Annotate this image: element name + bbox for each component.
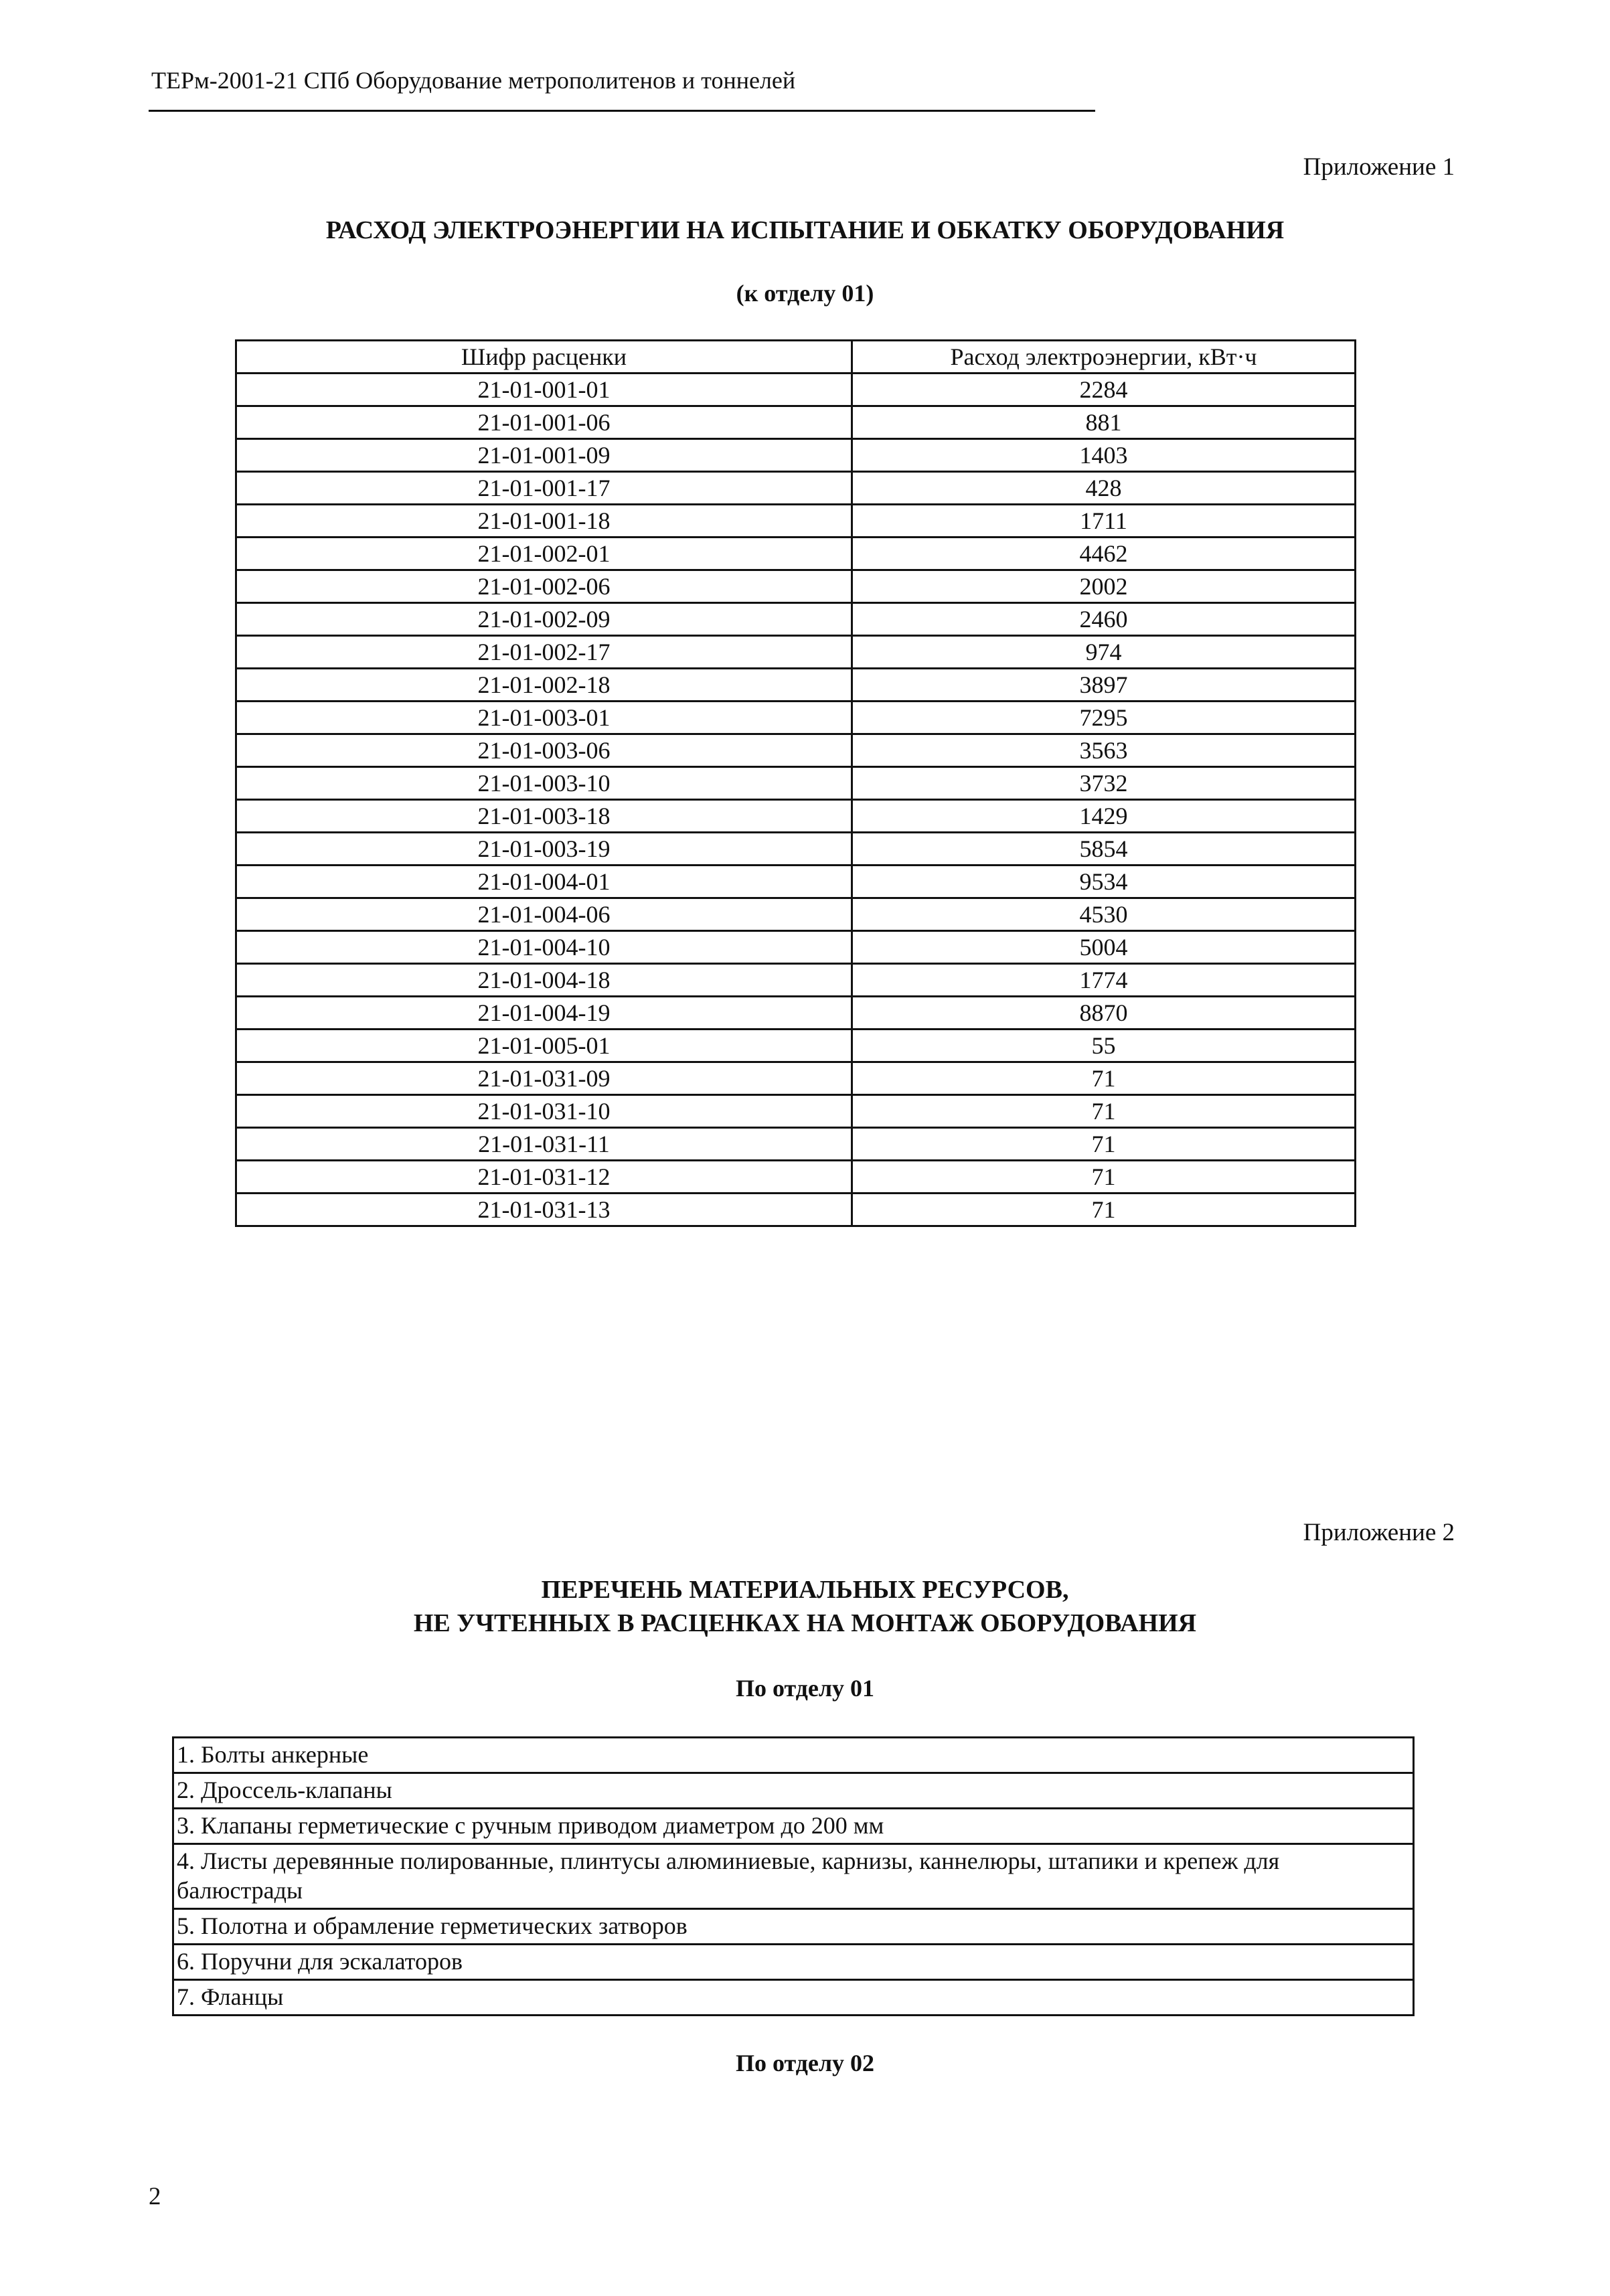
list-item [173, 1980, 1414, 2016]
list-item [173, 1809, 1414, 1844]
page-number: 2 [149, 2183, 161, 2210]
table-row [236, 931, 1356, 964]
materials-list-table [172, 1736, 1415, 2016]
consumption-cell: 71 [852, 1161, 1356, 1194]
material-item-text: 4. Листы деревянные полированные, плинтусы алюминиевые, карнизы, каннелюры, штапики и крепеж для балюстрады [173, 1844, 1414, 1909]
material-item-text: 7. Фланцы [173, 1980, 1414, 2016]
table-row [236, 800, 1356, 833]
electricity-consumption-table [235, 339, 1356, 1227]
code-cell: 21-01-002-17 [236, 636, 852, 669]
code-cell: 21-01-031-11 [236, 1128, 852, 1161]
code-cell: 21-01-001-01 [236, 374, 852, 406]
code-cell: 21-01-002-18 [236, 669, 852, 702]
consumption-cell: 9534 [852, 866, 1356, 898]
code-cell: 21-01-031-12 [236, 1161, 852, 1194]
code-cell: 21-01-002-06 [236, 570, 852, 603]
consumption-cell: 1711 [852, 505, 1356, 538]
consumption-cell: 428 [852, 472, 1356, 505]
section-heading-otdel-02: По отделу 02 [735, 2050, 875, 2076]
code-cell: 21-01-001-06 [236, 406, 852, 439]
table-header-row [236, 341, 1356, 374]
list-item [173, 1773, 1414, 1809]
code-cell: 21-01-002-01 [236, 538, 852, 570]
table-row [236, 1030, 1356, 1062]
table-row [236, 1161, 1356, 1194]
running-header: ТЕРм-2001-21 СПб Оборудование метрополитенов и тоннелей [151, 67, 796, 94]
code-cell: 21-01-031-10 [236, 1095, 852, 1128]
consumption-cell: 2284 [852, 374, 1356, 406]
table-row [236, 833, 1356, 866]
consumption-cell: 7295 [852, 702, 1356, 734]
consumption-cell: 2460 [852, 603, 1356, 636]
consumption-cell: 71 [852, 1095, 1356, 1128]
code-cell: 21-01-004-06 [236, 898, 852, 931]
code-cell: 21-01-004-18 [236, 964, 852, 997]
code-cell: 21-01-003-01 [236, 702, 852, 734]
list-item [173, 1738, 1414, 1773]
consumption-cell: 3563 [852, 734, 1356, 767]
material-item-text: 3. Клапаны герметические с ручным приводом диаметром до 200 мм [173, 1809, 1414, 1844]
list-item [173, 1844, 1414, 1909]
consumption-cell: 55 [852, 1030, 1356, 1062]
table-row [236, 866, 1356, 898]
table-row [236, 898, 1356, 931]
code-cell: 21-01-001-18 [236, 505, 852, 538]
column-header-code: Шифр расценки [236, 341, 852, 374]
code-cell: 21-01-031-13 [236, 1194, 852, 1226]
code-cell: 21-01-004-01 [236, 866, 852, 898]
column-header-consumption: Расход электроэнергии, кВт·ч [852, 341, 1356, 374]
consumption-cell: 5854 [852, 833, 1356, 866]
table-row [236, 636, 1356, 669]
consumption-cell: 3732 [852, 767, 1356, 800]
table-row [236, 538, 1356, 570]
table-row [236, 997, 1356, 1030]
code-cell: 21-01-004-19 [236, 997, 852, 1030]
consumption-cell: 1774 [852, 964, 1356, 997]
code-cell: 21-01-003-19 [236, 833, 852, 866]
header-divider [149, 110, 1095, 112]
code-cell: 21-01-004-10 [236, 931, 852, 964]
code-cell: 21-01-003-06 [236, 734, 852, 767]
table-body [236, 374, 1356, 1226]
table-row [236, 1128, 1356, 1161]
consumption-cell: 3897 [852, 669, 1356, 702]
code-cell: 21-01-001-17 [236, 472, 852, 505]
code-cell: 21-01-005-01 [236, 1030, 852, 1062]
code-cell: 21-01-031-09 [236, 1062, 852, 1095]
appendix-2-title-line-1: ПЕРЕЧЕНЬ МАТЕРИАЛЬНЫХ РЕСУРСОВ, [541, 1576, 1069, 1604]
appendix-1-subtitle: (к отделу 01) [736, 280, 874, 307]
code-cell: 21-01-002-09 [236, 603, 852, 636]
appendix-1-label: Приложение 1 [1303, 153, 1455, 181]
table-row [236, 505, 1356, 538]
consumption-cell: 4530 [852, 898, 1356, 931]
material-item-text: 6. Поручни для эскалаторов [173, 1945, 1414, 1980]
table-row [236, 603, 1356, 636]
material-item-text: 2. Дроссель-клапаны [173, 1773, 1414, 1809]
list-item [173, 1909, 1414, 1945]
list-item [173, 1945, 1414, 1980]
table-row [236, 734, 1356, 767]
code-cell: 21-01-003-10 [236, 767, 852, 800]
table-row [236, 702, 1356, 734]
consumption-cell: 1403 [852, 439, 1356, 472]
consumption-cell: 71 [852, 1194, 1356, 1226]
consumption-cell: 8870 [852, 997, 1356, 1030]
material-item-text: 1. Болты анкерные [173, 1738, 1414, 1773]
materials-list-body [173, 1738, 1414, 2016]
table-row [236, 964, 1356, 997]
appendix-1-title: РАСХОД ЭЛЕКТРОЭНЕРГИИ НА ИСПЫТАНИЕ И ОБКАТКУ ОБОРУДОВАНИЯ [325, 216, 1285, 244]
appendix-2-label: Приложение 2 [1303, 1519, 1455, 1546]
code-cell: 21-01-003-18 [236, 800, 852, 833]
consumption-cell: 974 [852, 636, 1356, 669]
table-row [236, 472, 1356, 505]
table-row [236, 439, 1356, 472]
consumption-cell: 1429 [852, 800, 1356, 833]
consumption-cell: 4462 [852, 538, 1356, 570]
appendix-2-title-line-2: НЕ УЧТЕННЫХ В РАСЦЕНКАХ НА МОНТАЖ ОБОРУДОВАНИЯ [413, 1609, 1197, 1637]
consumption-cell: 71 [852, 1128, 1356, 1161]
section-heading-otdel-01: По отделу 01 [735, 1675, 875, 1702]
code-cell: 21-01-001-09 [236, 439, 852, 472]
consumption-cell: 71 [852, 1062, 1356, 1095]
consumption-cell: 5004 [852, 931, 1356, 964]
table-row [236, 570, 1356, 603]
table-row [236, 1062, 1356, 1095]
table-row [236, 767, 1356, 800]
table-row [236, 406, 1356, 439]
table-row [236, 1095, 1356, 1128]
table-row [236, 669, 1356, 702]
consumption-cell: 2002 [852, 570, 1356, 603]
table-row [236, 374, 1356, 406]
material-item-text: 5. Полотна и обрамление герметических затворов [173, 1909, 1414, 1945]
table-row [236, 1194, 1356, 1226]
consumption-cell: 881 [852, 406, 1356, 439]
